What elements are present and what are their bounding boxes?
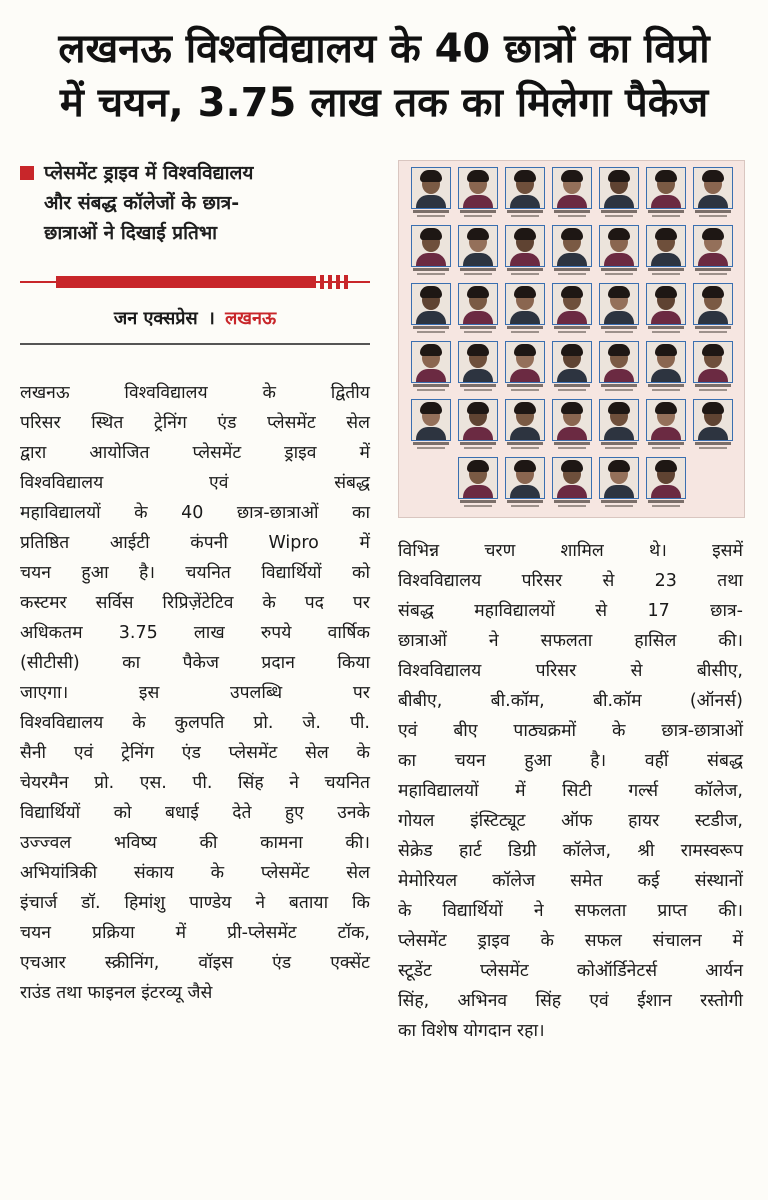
body-line: द्वारा आयोजित प्लेसमेंट ड्राइव में <box>20 443 370 463</box>
student-portrait <box>599 283 639 335</box>
student-portrait <box>693 167 733 219</box>
body-line: के विद्यार्थियों ने सफलता प्राप्त की। <box>398 901 743 921</box>
headline-line-1: लखनऊ विश्वविद्यालय के 40 छात्रों का विप्रो <box>58 26 710 72</box>
byline-city: लखनऊ <box>225 308 277 329</box>
body-line: चयन हुआ है। चयनित विद्यार्थियों को <box>20 563 370 583</box>
student-portrait <box>505 457 545 509</box>
student-portrait <box>693 225 733 277</box>
body-line: सिंह, अभिनव सिंह एवं ईशान रस्तोगी <box>398 991 743 1011</box>
body-line: विद्यार्थियों को बधाई देते हुए उनके <box>20 803 370 823</box>
student-portrait <box>505 341 545 393</box>
student-portrait <box>552 399 592 451</box>
student-portrait <box>458 283 498 335</box>
students-photo <box>398 160 745 518</box>
body-line: सेक्रेड हार्ट डिग्री कॉलेज, श्री रामस्वरूप <box>398 841 743 861</box>
body-line: गोयल इंस्टिट्यूट ऑफ हायर स्टडीज, <box>398 811 743 831</box>
headline <box>20 22 748 130</box>
student-portrait <box>505 225 545 277</box>
body-line: संबद्ध महाविद्यालयों से 17 छात्र- <box>398 601 743 621</box>
student-portrait <box>458 167 498 219</box>
student-portrait <box>552 457 592 509</box>
body-line: लखनऊ विश्वविद्यालय के द्वितीय <box>20 383 370 403</box>
body-line: अभियांत्रिकी संकाय के प्लेसमेंट सेल <box>20 863 370 883</box>
byline-divider <box>20 343 370 345</box>
student-portrait <box>411 225 451 277</box>
student-portrait <box>552 283 592 335</box>
student-portrait <box>646 167 686 219</box>
body-line: विश्वविद्यालय एवं संबद्ध <box>20 473 370 493</box>
body-line: राउंड तथा फाइनल इंटरव्यू जैसे <box>20 983 213 1003</box>
body-line: उज्ज्वल भविष्य की कामना की। <box>20 833 370 853</box>
student-portrait <box>646 457 686 509</box>
subheadline-line-2: और संबद्ध कॉलेजों के छात्र- <box>44 192 240 214</box>
body-column-2 <box>398 536 743 1046</box>
body-line: बीबीए, बी.कॉम, बी.कॉम (ऑनर्स) <box>398 691 743 711</box>
student-portrait <box>411 283 451 335</box>
body-line: का विशेष योगदान रहा। <box>398 1021 545 1041</box>
headline-line-2: में चयन, 3.75 लाख तक का मिलेगा पैकेज <box>59 80 709 126</box>
byline-publication: जन एक्सप्रेस <box>113 308 198 329</box>
student-portrait <box>599 225 639 277</box>
student-portrait <box>693 341 733 393</box>
student-portrait <box>458 399 498 451</box>
body-line: जाएगा। इस उपलब्धि पर <box>20 683 370 703</box>
body-line: स्टूडेंट प्लेसमेंट कोऑर्डिनेटर्स आर्यन <box>398 961 743 981</box>
student-portrait <box>411 399 451 451</box>
student-portrait <box>693 283 733 335</box>
byline <box>20 304 370 334</box>
student-portrait <box>599 167 639 219</box>
student-portrait <box>599 399 639 451</box>
body-line: प्रतिष्ठित आईटी कंपनी Wipro में <box>20 533 370 553</box>
body-line: एवं बीए पाठ्यक्रमों के छात्र-छात्राओं <box>398 721 743 741</box>
body-line: छात्राओं ने सफलता हासिल की। <box>398 631 743 651</box>
student-portrait <box>411 341 451 393</box>
student-portrait <box>646 399 686 451</box>
student-portraits-collage-icon <box>405 167 738 515</box>
byline-separator: । <box>207 308 215 329</box>
subheadline-line-1: प्लेसमेंट ड्राइव में विश्वविद्यालय <box>44 162 254 184</box>
student-portrait <box>599 341 639 393</box>
body-line: चयन प्रक्रिया में प्री-प्लेसमेंट टॉक, <box>20 923 370 943</box>
body-line: महाविद्यालयों के 40 छात्र-छात्राओं का <box>20 503 370 523</box>
student-portrait <box>505 167 545 219</box>
body-line: एचआर स्क्रीनिंग, वॉइस एंड एक्सेंट <box>20 953 370 973</box>
body-line: महाविद्यालयों में सिटी गर्ल्स कॉलेज, <box>398 781 743 801</box>
student-portrait <box>646 283 686 335</box>
student-portrait <box>646 225 686 277</box>
student-portrait <box>599 457 639 509</box>
body-line: प्लेसमेंट ड्राइव के सफल संचालन में <box>398 931 743 951</box>
student-portrait <box>458 225 498 277</box>
body-line: इंचार्ज डॉ. हिमांशु पाण्डेय ने बताया कि <box>20 893 370 913</box>
body-line: कस्टमर सर्विस रिप्रिज़ेंटेटिव के पद पर <box>20 593 370 613</box>
body-line: विश्वविद्यालय परिसर से 23 तथा <box>398 571 743 591</box>
body-line: विश्वविद्यालय के कुलपति प्रो. जे. पी. <box>20 713 370 733</box>
body-line: सैनी एवं ट्रेनिंग एंड प्लेसमेंट सेल के <box>20 743 370 763</box>
student-portrait <box>552 167 592 219</box>
body-line: मेमोरियल कॉलेज समेत कई संस्थानों <box>398 871 743 891</box>
subheadline-line-3: छात्राओं ने दिखाई प्रतिभा <box>44 222 218 244</box>
student-portrait <box>552 341 592 393</box>
body-line: परिसर स्थित ट्रेनिंग एंड प्लेसमेंट सेल <box>20 413 370 433</box>
body-line: का चयन हुआ है। वहीं संबद्ध <box>398 751 743 771</box>
body-line: विभिन्न चरण शामिल थे। इसमें <box>398 541 743 561</box>
student-portrait <box>458 341 498 393</box>
decorative-rule <box>20 272 370 294</box>
subheadline-bullet-icon <box>20 166 34 180</box>
body-line: अधिकतम 3.75 लाख रुपये वार्षिक <box>20 623 370 643</box>
student-portrait <box>505 283 545 335</box>
student-portrait <box>458 457 498 509</box>
student-portrait <box>411 167 451 219</box>
student-portrait <box>552 225 592 277</box>
student-portrait <box>646 341 686 393</box>
body-line: (सीटीसी) का पैकेज प्रदान किया <box>20 653 370 673</box>
student-portrait <box>693 399 733 451</box>
student-portrait <box>505 399 545 451</box>
body-line: चेयरमैन प्रो. एस. पी. सिंह ने चयनित <box>20 773 370 793</box>
body-column-1 <box>20 378 370 1008</box>
body-line: विश्वविद्यालय परिसर से बीसीए, <box>398 661 743 681</box>
